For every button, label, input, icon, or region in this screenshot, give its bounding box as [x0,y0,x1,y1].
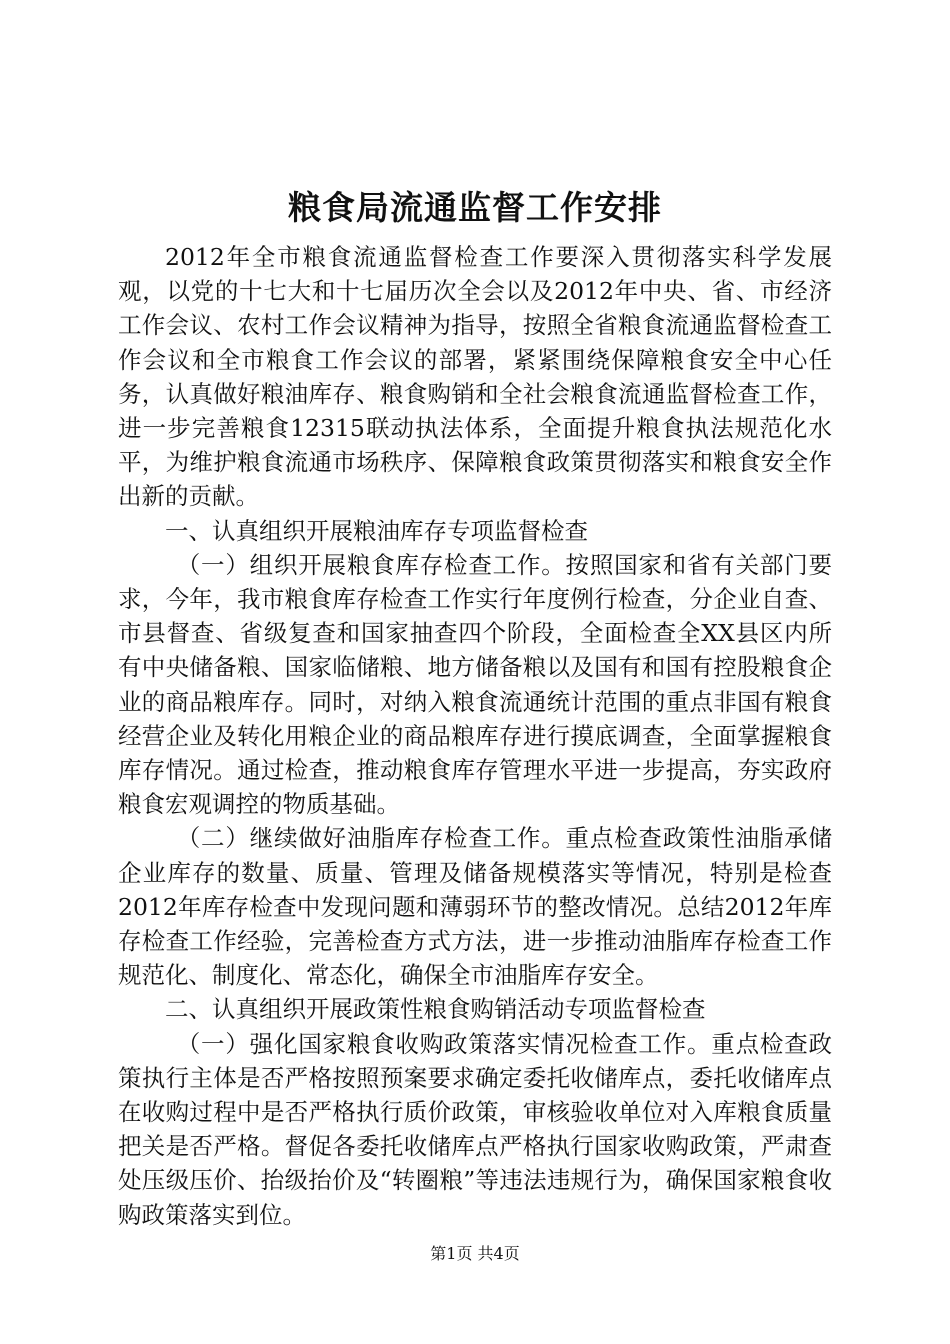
intro-paragraph: 2012年全市粮食流通监督检查工作要深入贯彻落实科学发展观，以党的十七大和十七届历次全会以及2012年中央、省、市经济工作会议、农村工作会议精神为指导，按照全省粮食流通监督检查工作会议和全市粮食工作会议的部署，紧紧围绕保障粮食安全中心任务，认真做好粮油库存、粮食购销和全社会粮食流通监督检查工作，进一步完善粮食12315联动执法体系，全面提升粮食执法规范化水平，为维护粮食流通市场秩序、保障粮食政策贯彻落实和粮食安全作出新的贡献。 [118,243,832,511]
section-heading-2: 二、认真组织开展政策性粮食购销活动专项监督检查 [165,995,706,1024]
subsection-paragraph-2-1: （一）强化国家粮食收购政策落实情况检查工作。重点检查政策执行主体是否严格按照预案要求确定委托收储库点，委托收储库点在收购过程中是否严格执行质价政策，审核验收单位对入库粮食质量把关是否严格。督促各委托收储库点严格执行国家收购政策，严肃查处压级压价、抬级抬价及“转圈粮”等违法违规行为，确保国家粮食收购政策落实到位。 [118,1029,832,1229]
section-heading-1: 一、认真组织开展粮油库存专项监督检查 [165,516,588,545]
page-footer: 第1页 共4页 [430,1244,520,1263]
subsection-paragraph-1-2: （二）继续做好油脂库存检查工作。重点检查政策性油脂承储企业库存的数量、质量、管理及储备规模落实等情况，特别是检查2012年库存检查中发现问题和薄弱环节的整改情况。总结2012年库存检查工作经验，完善检查方式方法，进一步推动油脂库存检查工作规范化、制度化、常态化，确保全市油脂库存安全。 [118,824,832,990]
document-body [118,240,832,1232]
subsection-paragraph-1-1: （一）组织开展粮食库存检查工作。按照国家和省有关部门要求，今年，我市粮食库存检查工作实行年度例行检查，分企业自查、市县督查、省级复查和国家抽查四个阶段，全面检查全XX县区内所有中央储备粮、国家临储粮、地方储备粮以及国有和国有控股粮食企业的商品粮库存。同时，对纳入粮食流通统计范围的重点非国有粮食经营企业及转化用粮企业的商品粮库存进行摸底调查，全面掌握粮食库存情况。通过检查，推动粮食库存管理水平进一步提高，夯实政府粮食宏观调控的物质基础。 [118,550,832,819]
document-title: 粮食局流通监督工作安排 [288,188,662,227]
